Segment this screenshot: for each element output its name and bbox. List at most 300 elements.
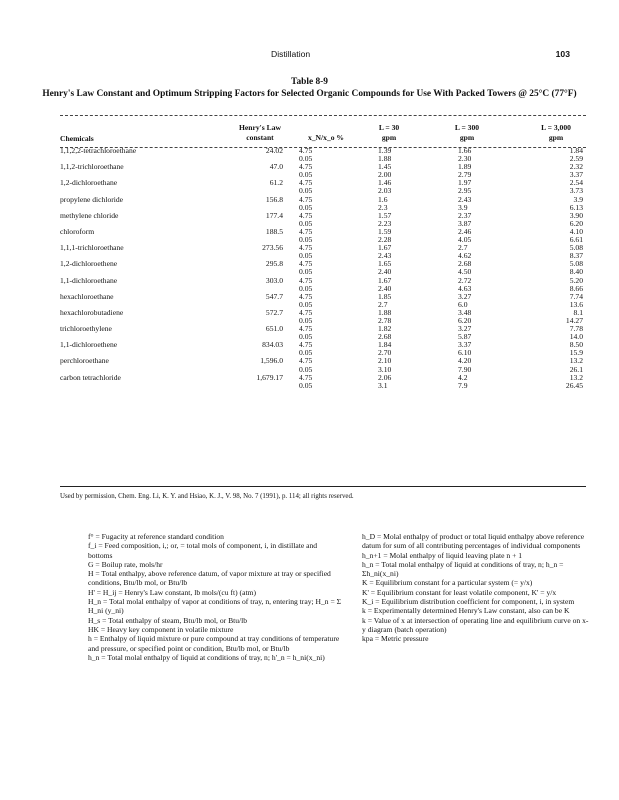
ratio-cell-value: 4.75 [299, 178, 313, 188]
henrys-constant [225, 309, 283, 317]
henrys-law-table [60, 117, 586, 390]
l300-cell-value: 7.90 [458, 364, 472, 374]
ratio-cell [299, 228, 312, 244]
l300-cell-value: 3.48 [458, 307, 472, 317]
l30-cell-value: 1.46 [378, 178, 392, 188]
ratio-cell-value: 0.05 [299, 332, 313, 342]
l300-cell-value: 7.9 [458, 380, 468, 390]
l30-cell [378, 374, 391, 390]
l300-cell-value: 2.37 [458, 210, 472, 220]
l3000-cell-value: 26.1 [569, 364, 583, 374]
ratio-cell-value: 4.75 [299, 243, 313, 253]
l30-cell-value: 2.23 [378, 218, 392, 228]
table-row [60, 341, 586, 357]
l3000-cell-value: 4.10 [569, 226, 583, 236]
chemical-name [60, 341, 117, 349]
col-l3000-line2: gpm [548, 132, 564, 142]
l3000-cell-value: 3.9 [573, 194, 583, 204]
l300-cell-value: 2.72 [458, 275, 472, 285]
table-row [60, 260, 586, 276]
henrys-constant-value: 177.4 [265, 210, 283, 220]
table-credit: Used by permission, Chem. Eng. Li, K. Y. and Hsiao, K. J., V. 98, No. 7 (1991), p. 114; all rights reserved. [60, 493, 354, 500]
ratio-cell [299, 325, 312, 341]
henrys-constant [225, 325, 283, 333]
glossary-entry: h = Enthalpy of liquid mixture or pure compound at tray conditions of temperature and pressure, or specified point or condition, Btu/lb mol, or Btu/lb [88, 634, 340, 653]
glossary-entry: h_n+1 = Molal enthalpy of liquid leaving plate n + 1 [362, 550, 523, 560]
l300-cell [458, 309, 471, 325]
l30-cell-value: 2.03 [378, 186, 392, 196]
l300-cell [458, 260, 471, 276]
l30-cell-value: 2.10 [378, 356, 392, 366]
l3000-cell [535, 325, 583, 341]
l3000-cell-value: 13.2 [569, 372, 583, 382]
l300-cell [458, 179, 471, 195]
l300-cell-value: 2.7 [458, 243, 468, 253]
l3000-cell-value: 8.40 [569, 267, 583, 277]
l3000-cell-value: 5.08 [569, 243, 583, 253]
glossary-entry: h_n = Total molal enthalpy of liquid at conditions of tray, n; h'_n = h_ni(x_ni) [88, 652, 325, 662]
l300-cell [458, 228, 471, 244]
table-body [60, 147, 586, 390]
glossary-entry: HK = Heavy key component in volatile mixture [88, 624, 234, 634]
ratio-cell-value: 0.05 [299, 170, 313, 180]
col-l300-line1: L = 300 [454, 123, 480, 132]
chemical-name-value: methylene chloride [60, 210, 119, 220]
l30-cell [378, 325, 391, 341]
l30-cell [378, 147, 391, 163]
chemical-name-value: 1,1-dichloroethane [60, 275, 118, 285]
l3000-cell-value: 3.37 [569, 170, 583, 180]
l300-cell-value: 3.27 [458, 324, 472, 334]
table-header-rule [60, 147, 586, 148]
table-bottom-rule [60, 486, 586, 487]
col-l300 [440, 123, 494, 142]
chemical-name [60, 309, 123, 317]
henrys-constant [225, 374, 283, 382]
l30-cell-value: 2.70 [378, 348, 392, 358]
l30-cell-value: 1.67 [378, 275, 392, 285]
col-l30-line2: gpm [381, 132, 397, 142]
chemical-name-value: perchloroethane [60, 356, 109, 366]
l300-cell-value: 4.20 [458, 356, 472, 366]
l3000-cell [535, 147, 583, 163]
l300-cell-value: 4.2 [458, 372, 468, 382]
l30-cell [378, 341, 391, 357]
l3000-cell [535, 341, 583, 357]
l3000-cell [535, 374, 583, 390]
l3000-cell-value: 7.74 [569, 291, 583, 301]
l30-cell-value: 1.88 [378, 307, 392, 317]
glossary-entry: h_n = Total molal enthalpy of liquid at conditions of tray, n; h_n = Σh_ni(x_ni) [362, 559, 564, 579]
ratio-cell-value: 0.05 [299, 218, 313, 228]
ratio-cell-value: 4.75 [299, 226, 313, 236]
ratio-cell-value: 0.05 [299, 202, 313, 212]
l300-cell-value: 4.05 [458, 235, 472, 245]
l30-cell [378, 293, 391, 309]
henrys-constant [225, 212, 283, 220]
l30-cell-value: 2.40 [378, 267, 392, 277]
glossary-entry: kpa = Metric pressure [362, 634, 429, 644]
henrys-constant [225, 293, 283, 301]
henrys-constant-value: 1,596.0 [260, 356, 283, 366]
henrys-constant [225, 277, 283, 285]
henrys-constant [225, 228, 283, 236]
table-row [60, 309, 586, 325]
table-title: Henry's Law Constant and Optimum Stripping Factors for Selected Organic Compounds for Use With Packed Towers @ 25°C (77°F) [42, 89, 577, 99]
l300-cell-value: 2.68 [458, 259, 472, 269]
l3000-cell [535, 357, 583, 373]
ratio-cell [299, 179, 312, 195]
l300-cell-value: 3.27 [458, 291, 472, 301]
l30-cell-value: 1.59 [378, 226, 392, 236]
l30-cell [378, 179, 391, 195]
glossary-entry: H_n = Total molal enthalpy of vapor at conditions of tray, n, entering tray; H_n = Σ H_ni (y_ni) [88, 597, 342, 616]
ratio-cell-value: 4.75 [299, 372, 313, 382]
l30-cell-value: 1.82 [378, 324, 392, 334]
l300-cell-value: 2.79 [458, 170, 472, 180]
ratio-cell [299, 277, 312, 293]
l3000-cell-value: 13.2 [569, 356, 583, 366]
table-row [60, 147, 586, 163]
table-row [60, 277, 586, 293]
l300-cell [458, 325, 471, 341]
ratio-cell-value: 0.05 [299, 348, 313, 358]
l30-cell [378, 244, 391, 260]
l30-cell-value: 2.06 [378, 372, 392, 382]
l300-cell-value: 4.63 [458, 283, 472, 293]
l3000-cell-value: 14.0 [569, 332, 583, 342]
chemical-name [60, 325, 112, 333]
l300-cell-value: 3.9 [458, 202, 468, 212]
l30-cell-value: 1.85 [378, 291, 392, 301]
chemical-name-value: 1,1,2-trichloroethane [60, 162, 124, 172]
l30-cell [378, 260, 391, 276]
ratio-cell-value: 4.75 [299, 162, 313, 172]
section-title: Distillation [271, 49, 311, 59]
l300-cell-value: 2.43 [458, 194, 472, 204]
henrys-constant [225, 163, 283, 171]
ratio-cell [299, 212, 312, 228]
ratio-cell-value: 0.05 [299, 299, 313, 309]
table-row [60, 293, 586, 309]
henrys-constant-value: 303.0 [265, 275, 283, 285]
ratio-cell [299, 163, 312, 179]
glossary-entry: k = Value of x at intersection of operating line and equilibrium curve on x-y diagram (batch operation) [362, 615, 589, 634]
glossary-entry: H_s = Total enthalpy of steam, Btu/lb mol, or Btu/lb [88, 615, 248, 625]
l30-cell-value: 1.39 [378, 146, 392, 155]
henrys-constant [225, 244, 283, 252]
table-row [60, 374, 586, 390]
l30-cell [378, 163, 391, 179]
l3000-cell-value: 5.20 [569, 275, 583, 285]
ratio-cell [299, 244, 312, 260]
l300-cell-value: 6.20 [458, 315, 472, 325]
ratio-cell [299, 374, 312, 390]
glossary-entry: K = Equilibrium constant for a particular system (= y/x) [362, 578, 533, 588]
l30-cell-value: 1.84 [378, 340, 392, 350]
l300-cell-value: 4.50 [458, 267, 472, 277]
henrys-constant-value: 47.0 [269, 162, 283, 172]
table-row [60, 163, 586, 179]
glossary-left-column [88, 532, 343, 662]
chemical-name [60, 260, 117, 268]
henrys-constant [225, 179, 283, 187]
ratio-cell [299, 260, 312, 276]
l3000-cell [535, 260, 583, 276]
glossary-entry: K' = Equilibrium constant for least volatile component, K' = y/x [362, 587, 557, 597]
ratio-cell-value: 4.75 [299, 275, 313, 285]
l3000-cell-value: 6.13 [569, 202, 583, 212]
table-number: Table 8-9 [291, 77, 328, 87]
l3000-cell [535, 293, 583, 309]
chemical-name-value: hexachlorobutadiene [60, 307, 124, 317]
col-l3000-line1: L = 3,000 [541, 123, 571, 132]
l3000-cell [535, 228, 583, 244]
ratio-cell-value: 4.75 [299, 324, 313, 334]
ratio-cell-value: 0.05 [299, 251, 313, 261]
ratio-cell-value: 4.75 [299, 340, 313, 350]
henrys-constant [225, 341, 283, 349]
l30-cell-value: 1.67 [378, 243, 392, 253]
table-row [60, 325, 586, 341]
henrys-constant-value: 156.8 [265, 194, 283, 204]
page-number: 103 [555, 49, 570, 59]
table-row [60, 212, 586, 228]
chemical-name-value: carbon tetrachloride [60, 372, 121, 382]
l3000-cell [535, 244, 583, 260]
col-chemicals: Chemicals [60, 134, 94, 143]
ratio-cell [299, 293, 312, 309]
l300-cell [458, 244, 471, 260]
col-l30-line1: L = 30 [378, 123, 400, 132]
chemical-name [60, 293, 114, 301]
l30-cell [378, 228, 391, 244]
l3000-cell-value: 6.61 [569, 235, 583, 245]
l3000-cell-value: 26.45 [565, 380, 583, 390]
col-hlc-line1: Henry's Law [239, 123, 281, 132]
chemical-name-value: hexachloroethane [60, 291, 114, 301]
chemical-name [60, 277, 117, 285]
henrys-constant-value: 834.03 [262, 340, 283, 350]
henrys-constant-value: 1,679.17 [256, 372, 283, 382]
ratio-cell-value: 0.05 [299, 315, 313, 325]
ratio-cell-value: 4.75 [299, 291, 313, 301]
glossary-entry: H = Total enthalpy, above reference datum, of vapor mixture at tray or specified conditions, Btu/lb mol, or Btu/lb [88, 569, 331, 588]
henrys-constant-value: 651.0 [265, 324, 283, 334]
l3000-cell-value: 2.54 [569, 178, 583, 188]
glossary-entry: k = Experimentally determined Henry's Law constant, also can be K [362, 606, 570, 616]
l3000-cell-value: 6.20 [569, 218, 583, 228]
ratio-cell-value: 4.75 [299, 210, 313, 220]
henrys-constant-value: 572.7 [265, 307, 283, 317]
l300-cell-value: 1.97 [458, 178, 472, 188]
l300-cell [458, 341, 471, 357]
henrys-constant-value: 188.5 [265, 226, 283, 236]
ratio-cell-value: 4.75 [299, 194, 313, 204]
chemical-name [60, 196, 123, 204]
ratio-cell [299, 309, 312, 325]
chemical-name [60, 212, 118, 220]
l30-cell [378, 212, 391, 228]
chemical-name-value: 1,1-dichloroethene [60, 340, 118, 350]
chemical-name [60, 374, 121, 382]
chemical-name [60, 244, 124, 252]
ratio-cell-value: 0.05 [299, 364, 313, 374]
l3000-cell-value: 8.37 [569, 251, 583, 261]
henrys-constant-value: 295.8 [265, 259, 283, 269]
col-ratio: x_N/x_o % [307, 133, 345, 142]
l300-cell-value: 3.37 [458, 340, 472, 350]
table-top-rule [60, 115, 586, 116]
table-row [60, 196, 586, 212]
page-header [0, 49, 619, 63]
glossary-entry: K_i = Equilibrium distribution coefficient for component, i, in system [362, 597, 575, 607]
ratio-cell-value: 4.75 [299, 259, 313, 269]
l300-cell [458, 163, 471, 179]
chemical-name-value: 1,2-dichloroethane [60, 178, 118, 188]
l300-cell-value: 5.87 [458, 332, 472, 342]
ratio-cell-value: 4.75 [299, 307, 313, 317]
l300-cell [458, 212, 471, 228]
l3000-cell [535, 179, 583, 195]
ratio-cell [299, 341, 312, 357]
l30-cell [378, 277, 391, 293]
col-hlc [225, 123, 295, 142]
l30-cell [378, 309, 391, 325]
l3000-cell [535, 309, 583, 325]
l30-cell-value: 2.43 [378, 251, 392, 261]
l30-cell-value: 1.65 [378, 259, 392, 269]
table-header [60, 117, 586, 147]
l300-cell [458, 277, 471, 293]
col-l3000 [526, 123, 586, 142]
l30-cell-value: 2.78 [378, 315, 392, 325]
ratio-cell-value: 0.05 [299, 380, 313, 390]
l3000-cell [535, 196, 583, 212]
chemical-name-value: chloroform [60, 226, 95, 236]
henrys-constant [225, 260, 283, 268]
l300-cell-value: 2.46 [458, 226, 472, 236]
l300-cell-value: 6.0 [458, 299, 468, 309]
l30-cell [378, 357, 391, 373]
l3000-cell-value: 8.50 [569, 340, 583, 350]
chemical-name [60, 163, 124, 171]
l3000-cell [535, 163, 583, 179]
l3000-cell-value: 2.59 [569, 154, 583, 164]
l30-cell-value: 1.57 [378, 210, 392, 220]
glossary-entry: G = Boilup rate, mols/hr [88, 559, 163, 569]
l3000-cell [535, 212, 583, 228]
chemical-name [60, 228, 94, 236]
henrys-constant [225, 357, 283, 365]
l300-cell-value: 2.30 [458, 154, 472, 164]
chemical-name [60, 357, 109, 365]
l3000-cell-value: 8.1 [573, 307, 583, 317]
l300-cell-value: 1.66 [458, 146, 472, 155]
l30-cell-value: 2.7 [378, 299, 388, 309]
l300-cell [458, 293, 471, 309]
l300-cell [458, 374, 468, 390]
chemical-name-value: 1,1,2,2-tetrachloroethane [60, 146, 137, 155]
l30-cell-value: 2.00 [378, 170, 392, 180]
ratio-cell [299, 357, 312, 373]
l30-cell-value: 3.1 [378, 380, 388, 390]
henrys-constant-value: 61.2 [269, 178, 283, 188]
l30-cell-value: 1.45 [378, 162, 392, 172]
table-row [60, 179, 586, 195]
l3000-cell-value: 3.90 [569, 210, 583, 220]
chemical-name-value: 1,1,1-trichloroethane [60, 243, 124, 253]
l3000-cell [535, 277, 583, 293]
henrys-constant [225, 147, 283, 155]
l3000-cell-value: 8.66 [569, 283, 583, 293]
ratio-cell-value: 0.05 [299, 186, 313, 196]
l300-cell-value: 6.10 [458, 348, 472, 358]
glossary-entry: H' = H_ij = Henry's Law constant, lb mols/(cu ft) (atm) [88, 587, 256, 597]
ratio-cell [299, 196, 312, 212]
col-l300-line2: gpm [459, 132, 475, 142]
l3000-cell-value: 3.73 [569, 186, 583, 196]
chemical-name-value: 1,2-dichloroethene [60, 259, 118, 269]
l300-cell [458, 357, 471, 373]
l30-cell [378, 196, 388, 212]
table-row [60, 357, 586, 373]
glossary-entry: h_D = Molal enthalpy of product or total liquid enthalpy above reference datum for sum of all contributing percentages of individual components [362, 532, 585, 551]
l3000-cell-value: 2.32 [569, 162, 583, 172]
l300-cell-value: 4.62 [458, 251, 472, 261]
chemical-name [60, 179, 117, 187]
l3000-cell-value: 14.27 [565, 315, 583, 325]
l30-cell-value: 3.10 [378, 364, 392, 374]
col-l30 [364, 123, 414, 142]
henrys-constant-value: 24.02 [265, 146, 283, 155]
l30-cell-value: 2.3 [378, 202, 388, 212]
ratio-cell-value: 0.05 [299, 235, 313, 245]
l3000-cell-value: 5.08 [569, 259, 583, 269]
l300-cell-value: 2.95 [458, 186, 472, 196]
chemical-name [60, 147, 136, 155]
ratio-cell-value: 0.05 [299, 154, 313, 164]
l3000-cell-value: 1.84 [569, 146, 583, 155]
henrys-constant [225, 196, 283, 204]
ratio-cell-value: 0.05 [299, 283, 313, 293]
l30-cell-value: 1.88 [378, 154, 392, 164]
ratio-cell-value: 0.05 [299, 267, 313, 277]
ratio-cell-value: 4.75 [299, 356, 313, 366]
glossary-entry: f_i = Feed composition, i,; or, = total mols of component, i, in distillate and bottoms [88, 541, 318, 560]
ratio-cell [299, 147, 312, 163]
table-row [60, 244, 586, 260]
l3000-cell-value: 13.6 [569, 299, 583, 309]
l300-cell-value: 1.89 [458, 162, 472, 172]
l3000-cell-value: 15.9 [569, 348, 583, 358]
l300-cell [458, 196, 471, 212]
col-hlc-line2: constant [246, 132, 274, 142]
l300-cell-value: 3.87 [458, 218, 472, 228]
l30-cell-value: 1.6 [378, 194, 388, 204]
ratio-cell-value: 4.75 [299, 146, 313, 155]
glossary-entry: f° = Fugacity at reference standard condition [88, 532, 224, 541]
l30-cell-value: 2.28 [378, 235, 392, 245]
l30-cell-value: 2.68 [378, 332, 392, 342]
l30-cell-value: 2.40 [378, 283, 392, 293]
glossary-right-column [362, 532, 592, 644]
table-row [60, 228, 586, 244]
henrys-constant-value: 273.56 [262, 243, 283, 253]
l300-cell [458, 147, 471, 163]
henrys-constant-value: 547.7 [265, 291, 283, 301]
chemical-name-value: propylene dichloride [60, 194, 124, 204]
